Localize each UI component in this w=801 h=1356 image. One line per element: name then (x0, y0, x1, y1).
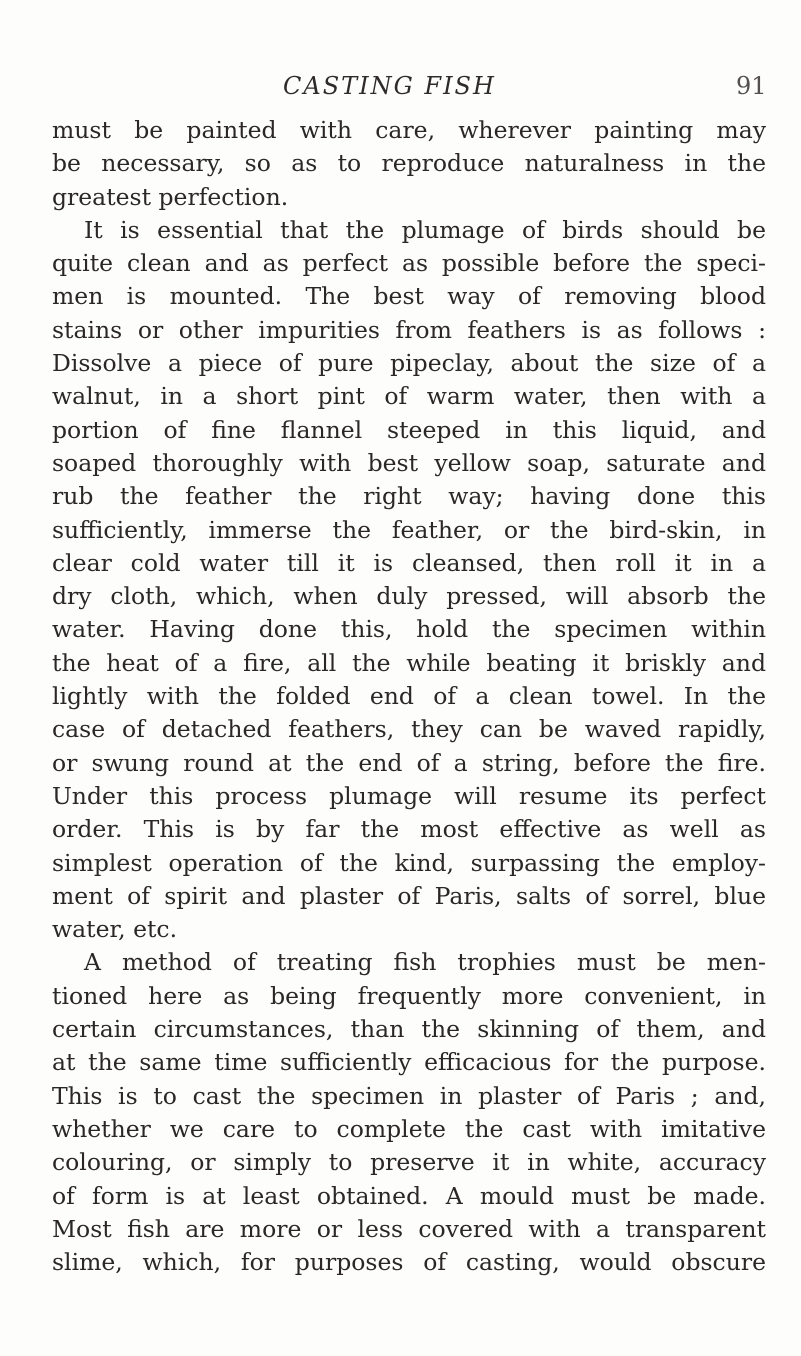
text-line: portion of fine flannel steeped in this liquid, and (52, 415, 766, 444)
text-line: greatest perfection. (52, 182, 289, 211)
text-line: soaped thoroughly with best yellow soap, saturate and (52, 448, 766, 477)
text-line: slime, which, for purposes of casting, would obscure (52, 1248, 766, 1277)
text-line: water. Having done this, hold the specimen within (52, 615, 766, 644)
page-number: 91 (736, 72, 767, 100)
running-title: CASTING FISH (283, 72, 496, 100)
text-line: men is mounted. The best way of removing blood (52, 282, 766, 311)
text-line: rub the feather the right way; having done this (52, 482, 766, 511)
text-line: colouring, or simply to preserve it in white, accuracy (52, 1148, 766, 1177)
text-line: of form is at least obtained. A mould must be made. (52, 1181, 766, 1210)
text-line: sufficiently, immerse the feather, or the bird-skin, in (52, 515, 766, 544)
text-line: A method of treating fish trophies must be men- (84, 948, 766, 977)
page-header (0, 72, 801, 108)
text-line: tioned here as being frequently more convenient, in (52, 981, 766, 1010)
text-line: must be painted with care, wherever painting may (52, 116, 766, 144)
text-line: walnut, in a short pint of warm water, then with a (52, 382, 766, 411)
text-line: lightly with the folded end of a clean towel. In the (52, 682, 766, 711)
text-line: clear cold water till it is cleansed, then roll it in a (52, 548, 766, 577)
text-line: quite clean and as perfect as possible before the speci- (52, 249, 766, 278)
body-text (52, 114, 766, 1279)
text-line: be necessary, so as to reproduce naturalness in the (52, 149, 766, 178)
text-line: or swung round at the end of a string, before the fire. (52, 748, 766, 777)
text-line: case of detached feathers, they can be waved rapidly, (52, 715, 766, 744)
text-line: the heat of a fire, all the while beating it briskly and (52, 648, 766, 677)
text-line: stains or other impurities from feathers is as follows : (52, 315, 766, 344)
text-line: It is essential that the plumage of birds should be (84, 215, 766, 244)
text-line: ment of spirit and plaster of Paris, salts of sorrel, blue (52, 881, 766, 910)
text-line: certain circumstances, than the skinning of them, and (52, 1015, 766, 1044)
text-line: Dissolve a piece of pure pipeclay, about the size of a (52, 349, 766, 378)
text-line: dry cloth, which, when duly pressed, will absorb the (52, 582, 766, 611)
text-line: whether we care to complete the cast with imitative (52, 1114, 766, 1143)
text-line: at the same time sufficiently efficacious for the purpose. (52, 1048, 766, 1077)
text-line: order. This is by far the most effective as well as (52, 815, 766, 844)
text-line: Under this process plumage will resume its perfect (52, 781, 766, 810)
text-line: simplest operation of the kind, surpassing the employ- (52, 848, 766, 877)
text-line: This is to cast the specimen in plaster of Paris ; and, (52, 1081, 766, 1110)
text-line: water, etc. (52, 915, 178, 944)
text-line: Most fish are more or less covered with a transparent (52, 1214, 766, 1243)
